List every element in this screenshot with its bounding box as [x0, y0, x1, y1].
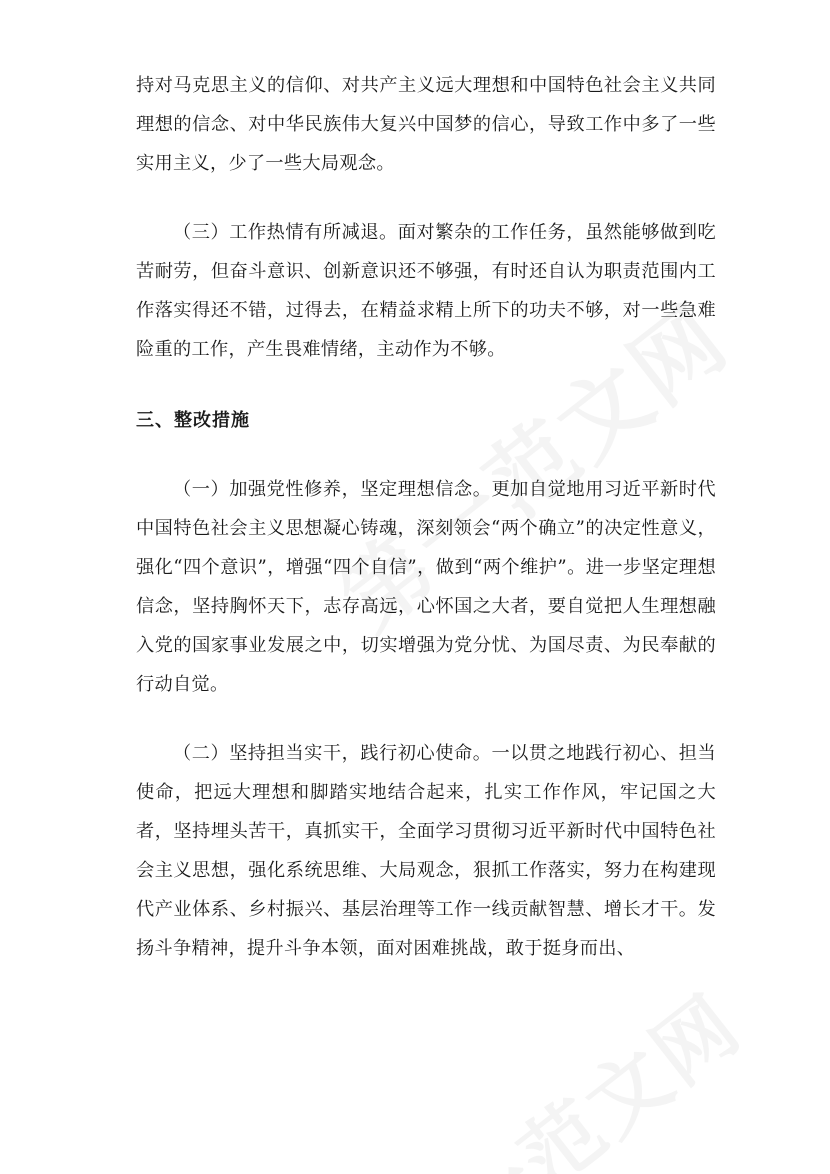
- section-heading: 三、整改措施: [136, 410, 250, 431]
- paragraph-measure-1: （一）加强党性修养，坚定理想信念。更加自觉地用习近平新时代中国特色社会主义思想凝心铸魂，深刻领会“两个确立”的决定性意义，强化“四个意识”，增强“四个自信”，做到“两个维护”。进一步坚定理想信念，坚持胸怀天下，志存高远，心怀国之大者，要自觉把人生理想融入党的国家事业发展之中，切实增强为党分忧、为国尽责、为民奉献的行动自觉。: [136, 479, 716, 695]
- paragraph-continuation: 持对马克思主义的信仰、对共产主义远大理想和中国特色社会主义共同理想的信念、对中华民族伟大复兴中国梦的信心，导致工作中多了一些实用主义，少了一些大局观念。: [136, 75, 716, 174]
- paragraph-problem-3: （三）工作热情有所减退。面对繁杂的工作任务，虽然能够做到吃苦耐劳，但奋斗意识、创新意识还不够强，有时还自认为职责范围内工作落实得还不错，过得去，在精益求精上所下的功夫不够，对一些急难险重的工作，产生畏难情绪，主动作为不够。: [136, 222, 716, 360]
- document-body: [136, 66, 716, 968]
- paragraph-measure-2: （二）坚持担当实干，践行初心使命。一以贯之地践行初心、担当使命，把远大理想和脚踏实地结合起来，扎实工作作风，牢记国之大者，坚持埋头苦干，真抓实干，全面学习贯彻习近平新时代中国特色社会主义思想，强化系统思维、大局观念，狠抓工作落实，努力在构建现代产业体系、乡村振兴、基层治理等工作一线贡献智慧、增长才干。发扬斗争精神，提升斗争本领，面对困难挑战，敢于挺身而出、: [136, 743, 716, 959]
- watermark: [359, 963, 761, 1174]
